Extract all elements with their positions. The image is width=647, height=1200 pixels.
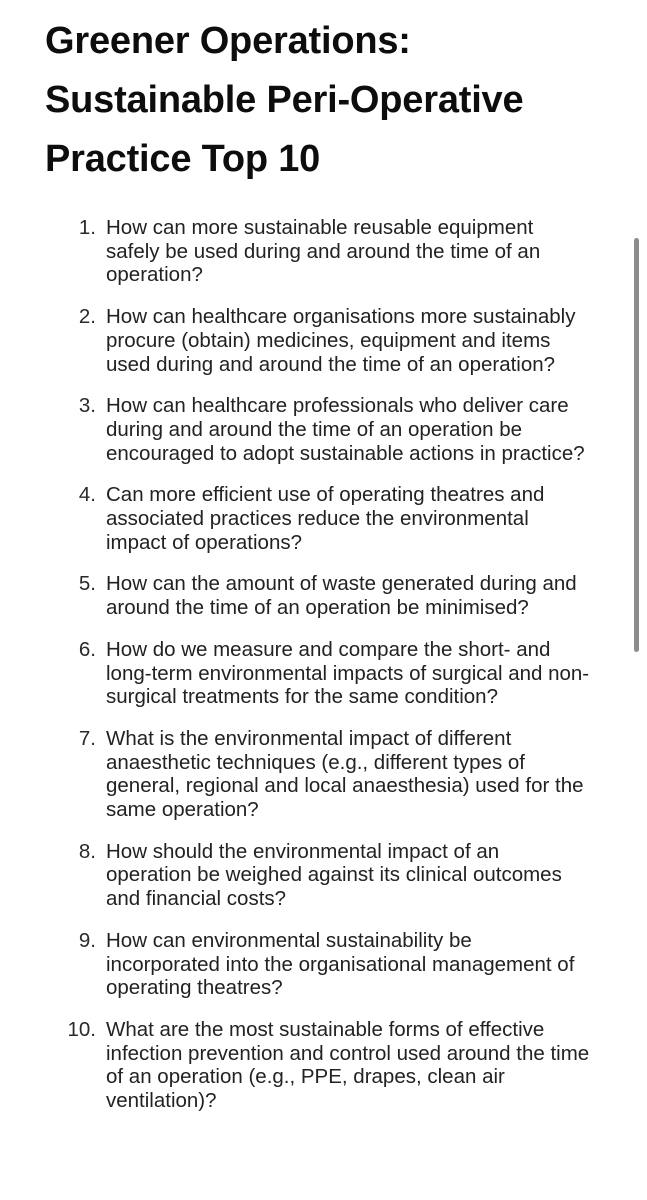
list-item: [0, 572, 620, 619]
item-number: 10.: [67, 1017, 96, 1041]
item-text: How can more sustainable reusable equipment safely be used during and around the time of an operation?: [106, 216, 541, 287]
item-text: What are the most sustainable forms of effective infection prevention and control used around the time of an operation (e.g., PPE, drapes, clean air ventilation)?: [106, 1017, 590, 1113]
item-number: 9.: [78, 928, 96, 952]
list-item: [0, 305, 620, 376]
item-number: 3.: [78, 394, 96, 418]
item-number: 5.: [78, 572, 96, 596]
list-item: [0, 929, 620, 1000]
list-item: [0, 216, 620, 287]
item-number: 1.: [78, 216, 96, 239]
priority-list: [0, 216, 620, 1131]
item-text: How do we measure and compare the short- and long-term environmental impacts of surgical and non-surgical treatments for the same condition?: [106, 637, 590, 709]
item-text: How can environmental sustainability be incorporated into the organisational management of operating theatres?: [106, 928, 575, 1000]
list-item: [0, 638, 620, 709]
item-text: How should the environmental impact of an operation be weighed against its clinical outcomes and financial costs?: [106, 839, 562, 911]
list-item: [0, 1018, 620, 1113]
item-number: 2.: [78, 305, 96, 329]
page-title: Greener Operations: Sustainable Peri-Operative Practice Top 10: [45, 20, 524, 180]
list-item: [0, 483, 620, 554]
item-text: How can healthcare organisations more sustainably procure (obtain) medicines, equipment and items used during and around the time of an operation?: [106, 305, 576, 376]
item-text: How can healthcare professionals who deliver care during and around the time of an operation be encouraged to adopt sustainable actions in practice?: [106, 394, 585, 465]
item-text: What is the environmental impact of different anaesthetic techniques (e.g., different types of general, regional and local anaesthesia) used for the same operation?: [106, 726, 584, 822]
list-item: [0, 394, 620, 465]
item-text: Can more efficient use of operating theatres and associated practices reduce the environmental impact of operations?: [106, 483, 545, 554]
list-item: [0, 727, 620, 822]
list-item: [0, 840, 620, 911]
item-number: 6.: [78, 637, 96, 661]
vertical-scrollbar[interactable]: [634, 238, 639, 652]
item-number: 8.: [78, 839, 96, 863]
item-number: 7.: [78, 726, 96, 750]
item-text: How can the amount of waste generated during and around the time of an operation be minimised?: [106, 572, 577, 620]
item-number: 4.: [78, 483, 96, 507]
